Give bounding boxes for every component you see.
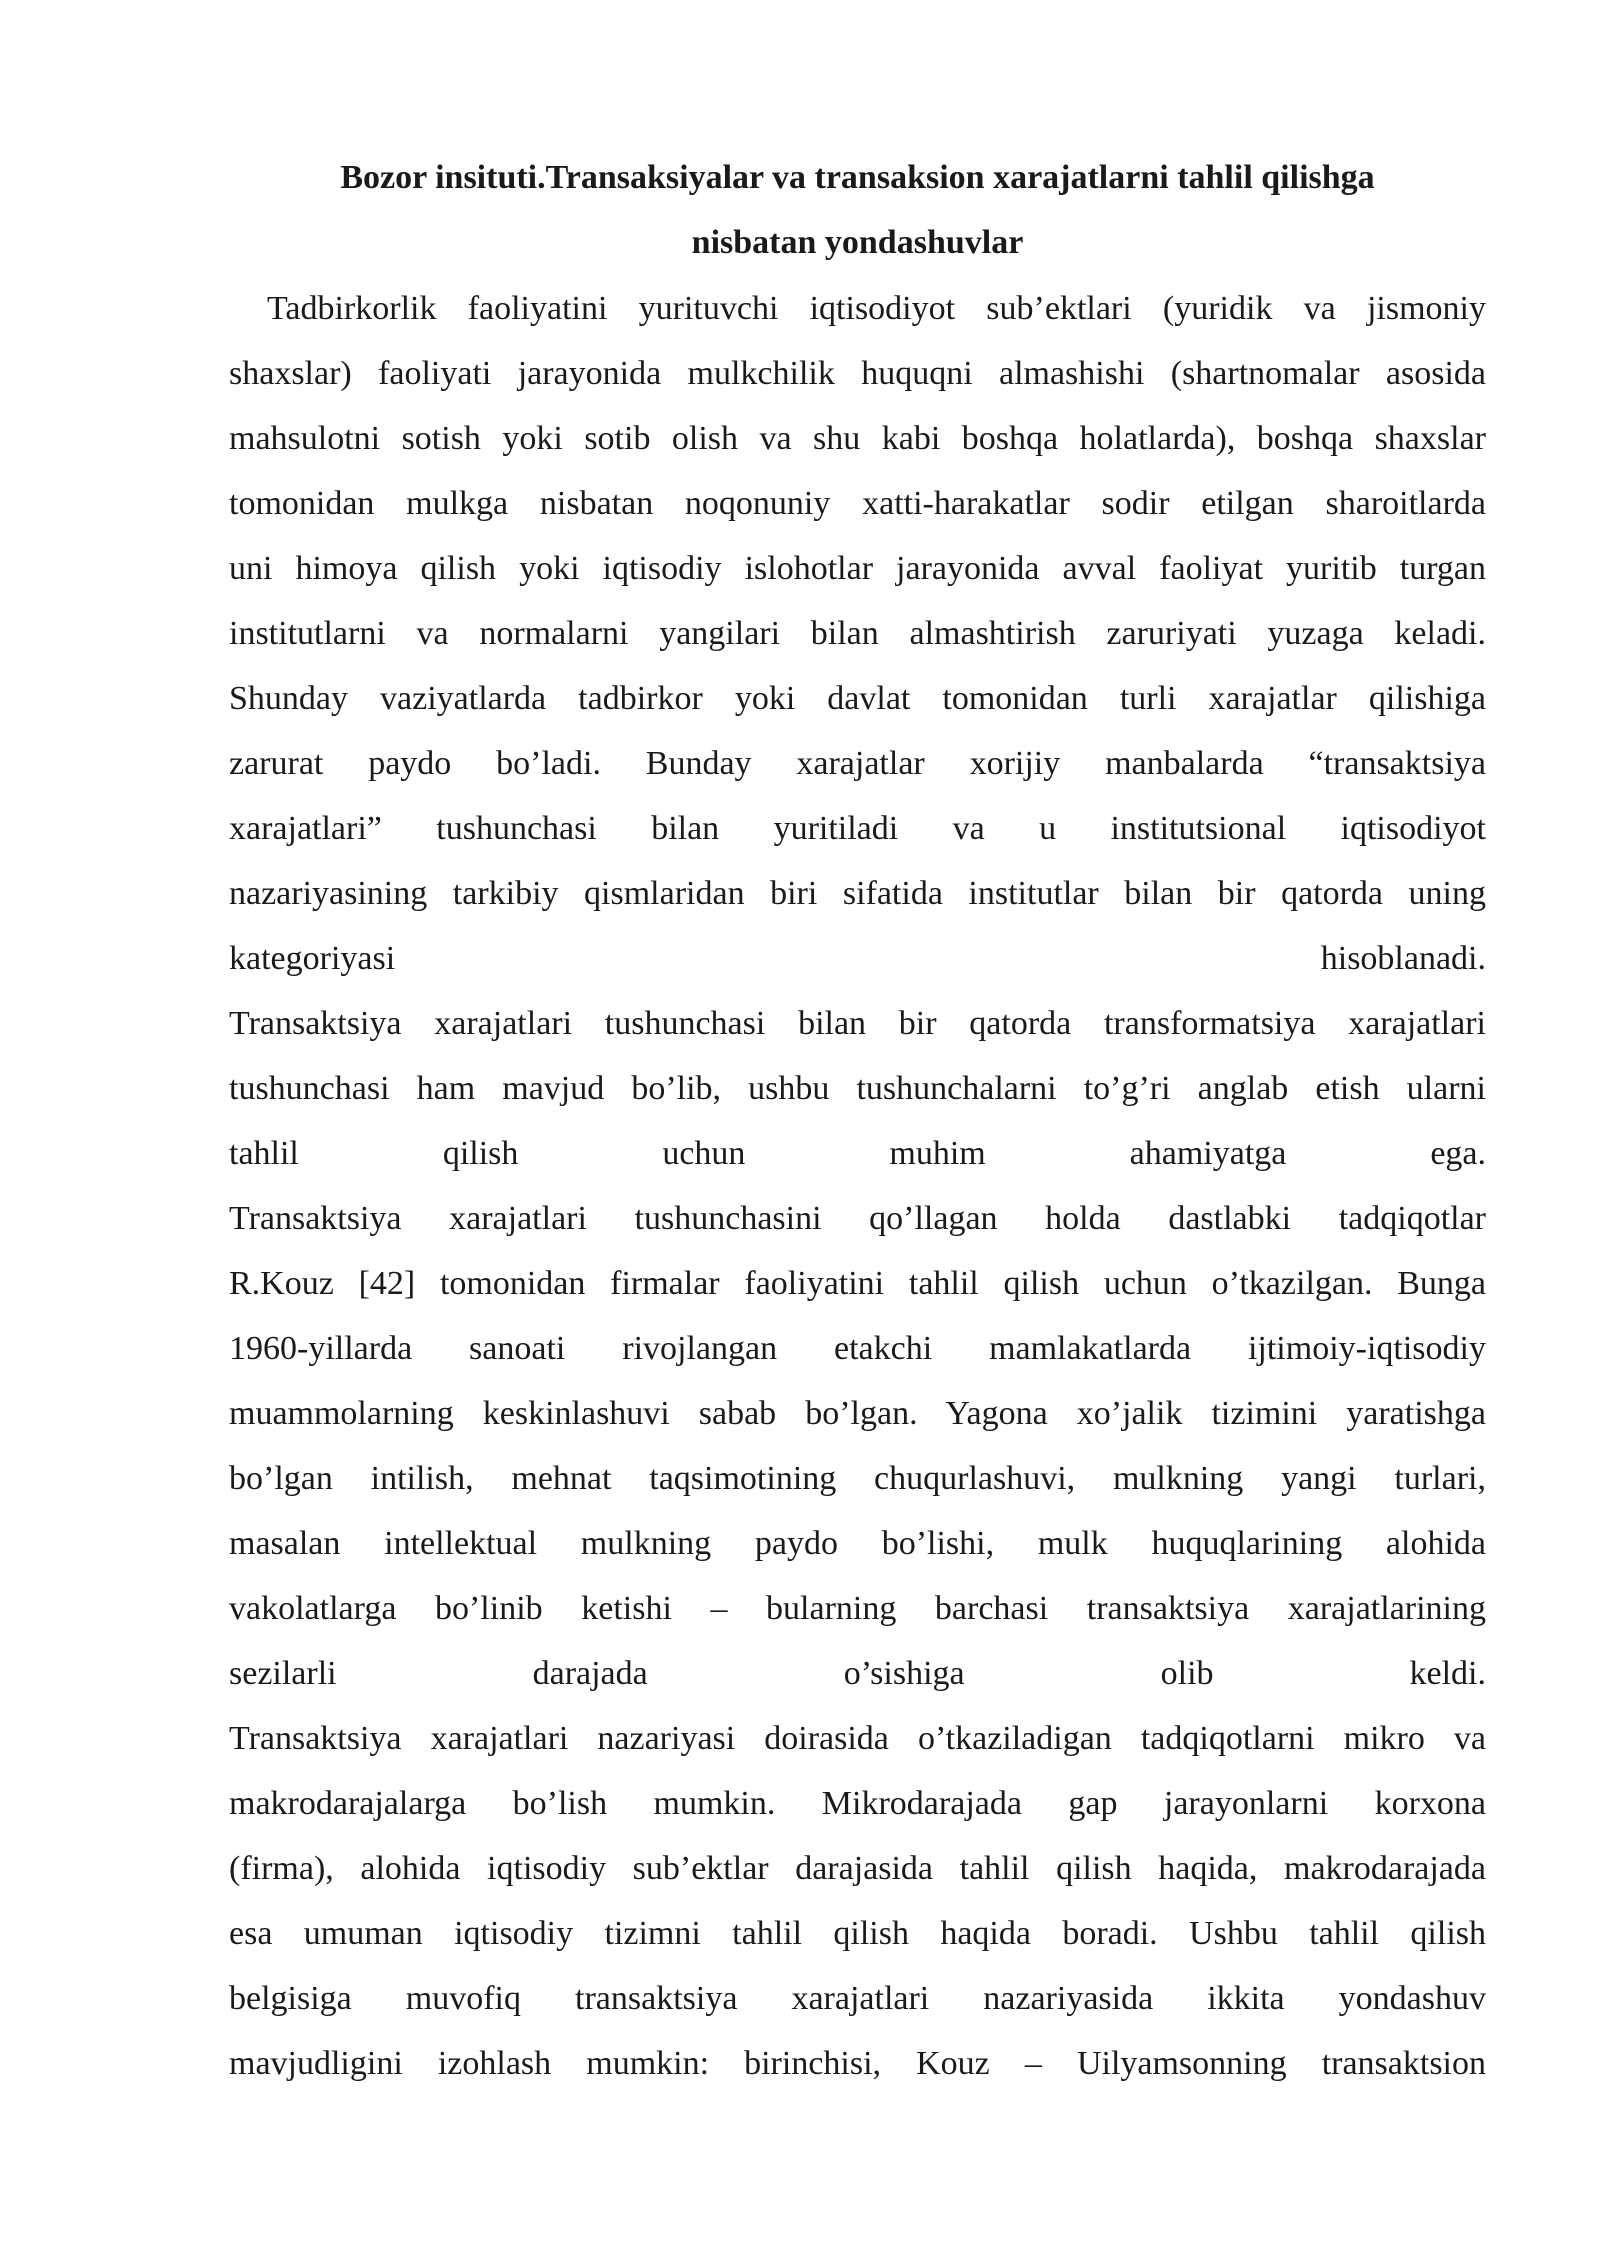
document-title bbox=[229, 145, 1486, 275]
body-line: mahsulotni sotish yoki sotib olish va shu kabi boshqa holatlarda), boshqa shaxslar bbox=[229, 420, 1486, 457]
body-line: tahlil qilish uchun muhim ahamiyatga ega. bbox=[229, 1135, 1486, 1172]
title-line: Bozor insituti.Transaksiyalar va transaksion xarajatlarni tahlil qilishga bbox=[340, 159, 1375, 196]
body-line: sezilarli darajada o’sishiga olib keldi. bbox=[229, 1655, 1486, 1692]
body-line: kategoriyasi hisoblanadi. bbox=[229, 940, 1486, 977]
body-line: masalan intellektual mulkning paydo bo’lishi, mulk huquqlarining alohida bbox=[229, 1525, 1486, 1562]
body-line: zarurat paydo bo’ladi. Bunday xarajatlar xorijiy manbalarda “transaktsiya bbox=[229, 745, 1486, 782]
body-line: vakolatlarga bo’linib ketishi – bularning barchasi transaktsiya xarajatlarining bbox=[229, 1590, 1486, 1627]
body-line: shaxslar) faoliyati jarayonida mulkchilik huquqni almashishi (shartnomalar asosida bbox=[229, 355, 1486, 392]
body-line: institutlarni va normalarni yangilari bilan almashtirish zaruriyati yuzaga keladi. bbox=[229, 615, 1486, 652]
body-line: mavjudligini izohlash mumkin: birinchisi, Kouz – Uilyamsonning transaktsion bbox=[229, 2045, 1486, 2082]
body-line: esa umuman iqtisodiy tizimni tahlil qilish haqida boradi. Ushbu tahlil qilish bbox=[229, 1915, 1486, 1952]
body-line: R.Kouz [42] tomonidan firmalar faoliyatini tahlil qilish uchun o’tkazilgan. Bunga bbox=[229, 1265, 1486, 1302]
body-line: Shunday vaziyatlarda tadbirkor yoki davlat tomonidan turli xarajatlar qilishiga bbox=[229, 680, 1486, 717]
title-line: nisbatan yondashuvlar bbox=[691, 224, 1024, 261]
body-line: tomonidan mulkga nisbatan noqonuniy xatti-harakatlar sodir etilgan sharoitlarda bbox=[229, 485, 1486, 522]
body-line: Tadbirkorlik faoliyatini yurituvchi iqtisodiyot sub’ektlari (yuridik va jismoniy bbox=[267, 290, 1486, 327]
body-line: muammolarning keskinlashuvi sabab bo’lgan. Yagona xo’jalik tizimini yaratishga bbox=[229, 1395, 1486, 1432]
body-line: Transaktsiya xarajatlari tushunchasini qo’llagan holda dastlabki tadqiqotlar bbox=[229, 1200, 1486, 1237]
body-line: makrodarajalarga bo’lish mumkin. Mikrodarajada gap jarayonlarni korxona bbox=[229, 1785, 1486, 1822]
document-page bbox=[229, 145, 1486, 2096]
body-line: Transaktsiya xarajatlari nazariyasi doirasida o’tkaziladigan tadqiqotlarni mikro va bbox=[229, 1720, 1486, 1757]
body-line: xarajatlari” tushunchasi bilan yuritiladi va u institutsional iqtisodiyot bbox=[229, 810, 1486, 847]
body-line: bo’lgan intilish, mehnat taqsimotining chuqurlashuvi, mulkning yangi turlari, bbox=[229, 1460, 1486, 1497]
body-line: tushunchasi ham mavjud bo’lib, ushbu tushunchalarni to’g’ri anglab etish ularni bbox=[229, 1070, 1486, 1107]
body-line: Transaktsiya xarajatlari tushunchasi bilan bir qatorda transformatsiya xarajatlari bbox=[229, 1005, 1486, 1042]
body-line: uni himoya qilish yoki iqtisodiy islohotlar jarayonida avval faoliyat yuritib turgan bbox=[229, 550, 1486, 587]
body-line: nazariyasining tarkibiy qismlaridan biri sifatida institutlar bilan bir qatorda uning bbox=[229, 875, 1486, 912]
body-line: (firma), alohida iqtisodiy sub’ektlar darajasida tahlil qilish haqida, makrodarajada bbox=[229, 1850, 1486, 1887]
body-line: belgisiga muvofiq transaktsiya xarajatlari nazariyasida ikkita yondashuv bbox=[229, 1980, 1486, 2017]
document-body bbox=[229, 276, 1486, 2096]
body-line: 1960-yillarda sanoati rivojlangan etakchi mamlakatlarda ijtimoiy-iqtisodiy bbox=[229, 1330, 1486, 1367]
